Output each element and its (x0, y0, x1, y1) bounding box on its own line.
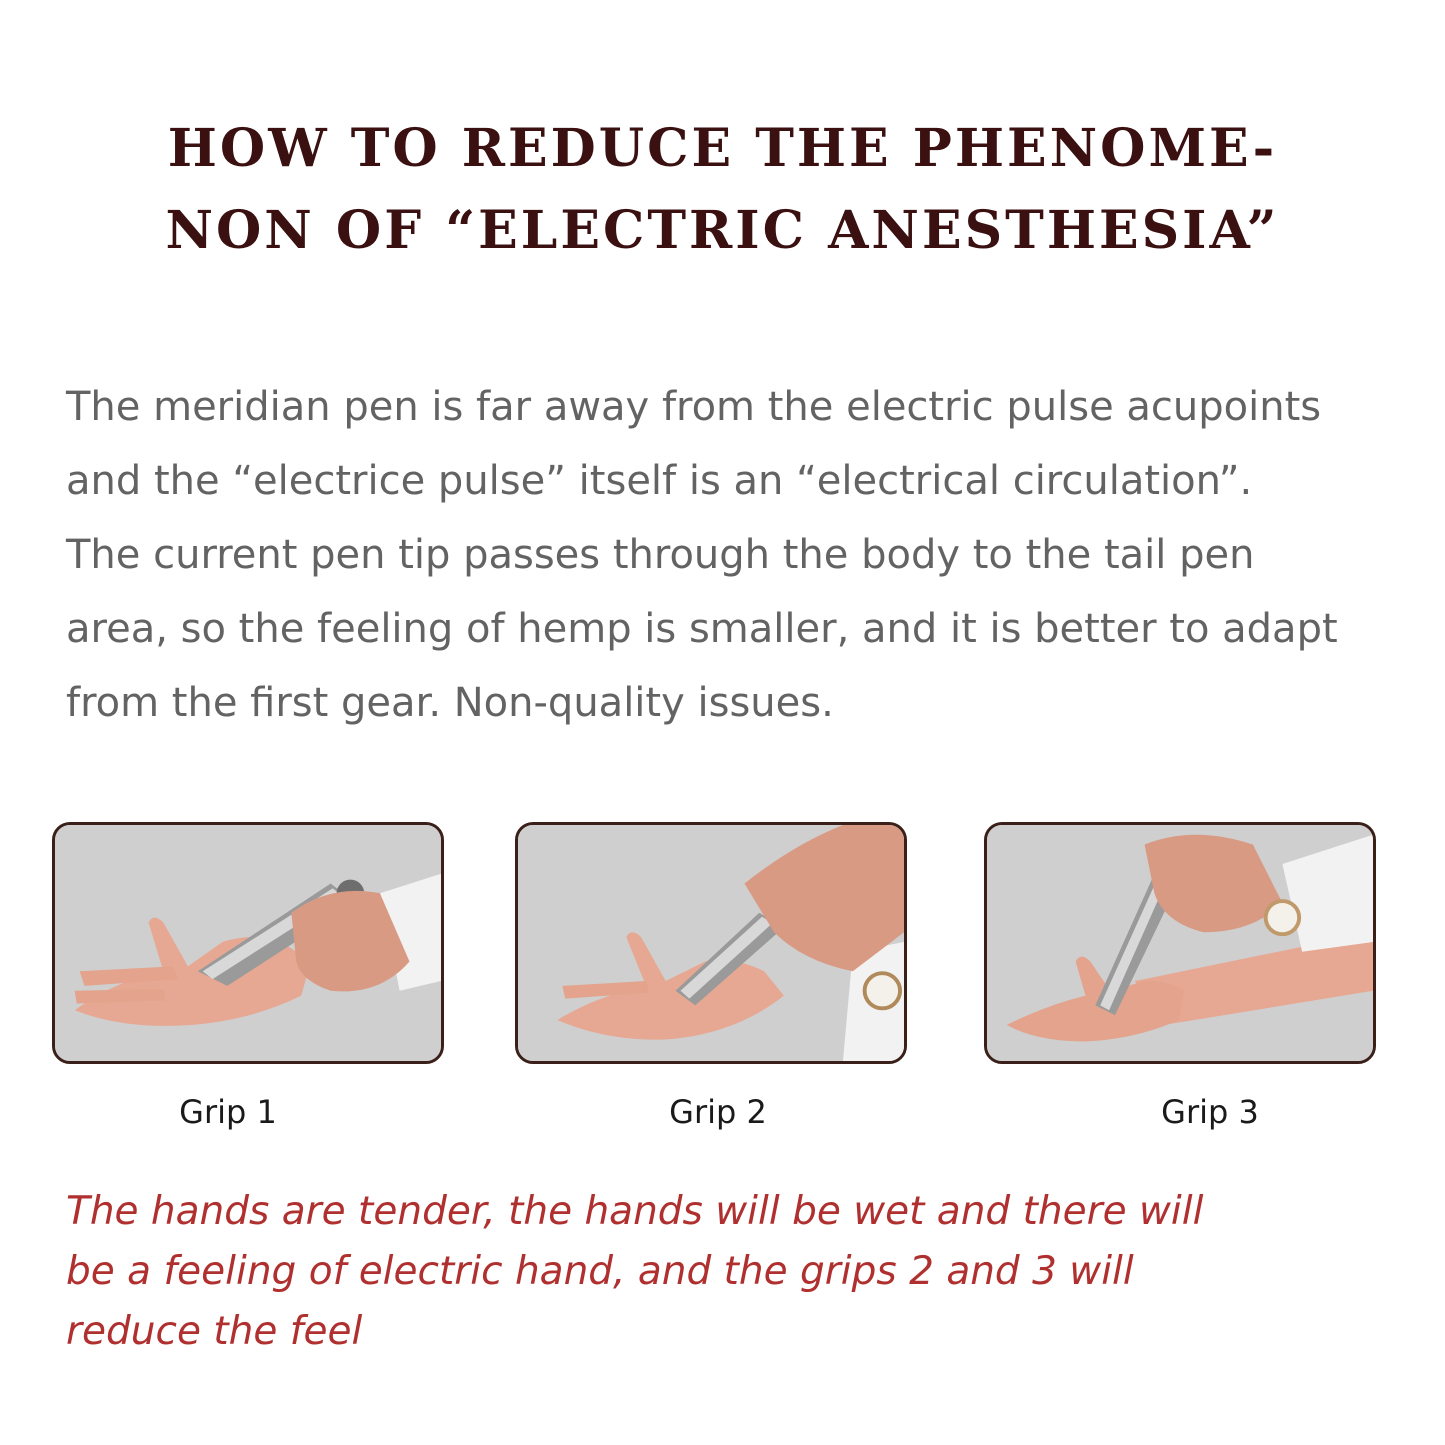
note-line: be a feeling of electric hand, and the grips 2 and 3 will (66, 1249, 1134, 1294)
grip-3-illustration (987, 825, 1373, 1061)
note-line: reduce the feel (66, 1309, 363, 1354)
warning-note (66, 1182, 1366, 1362)
description-line: The current pen tip passes through the body to the tail pen (66, 532, 1255, 578)
grip-2-caption: Grip 2 (669, 1093, 767, 1131)
note-line: The hands are tender, the hands will be wet and there will (66, 1189, 1204, 1234)
page-title-line-1: HOW TO REDUCE THE PHENOME- (167, 118, 1278, 179)
description-line: area, so the feeling of hemp is smaller, and it is better to adapt (66, 606, 1338, 652)
grip-2-illustration (518, 825, 904, 1061)
grip-3-photo (984, 822, 1376, 1064)
description-paragraph (66, 370, 1396, 740)
description-line: The meridian pen is far away from the electric pulse acupoints (66, 384, 1322, 430)
grip-1-illustration (55, 825, 441, 1061)
description-line: and the “electrice pulse” itself is an “electrical circulation”. (66, 458, 1253, 504)
grip-2-photo (515, 822, 907, 1064)
description-line: from the first gear. Non-quality issues. (66, 680, 834, 726)
page-title-line-2: NON OF “ELECTRIC ANESTHESIA” (165, 200, 1280, 261)
grip-1-caption: Grip 1 (179, 1093, 277, 1131)
grip-1-photo (52, 822, 444, 1064)
grip-3-caption: Grip 3 (1161, 1093, 1259, 1131)
